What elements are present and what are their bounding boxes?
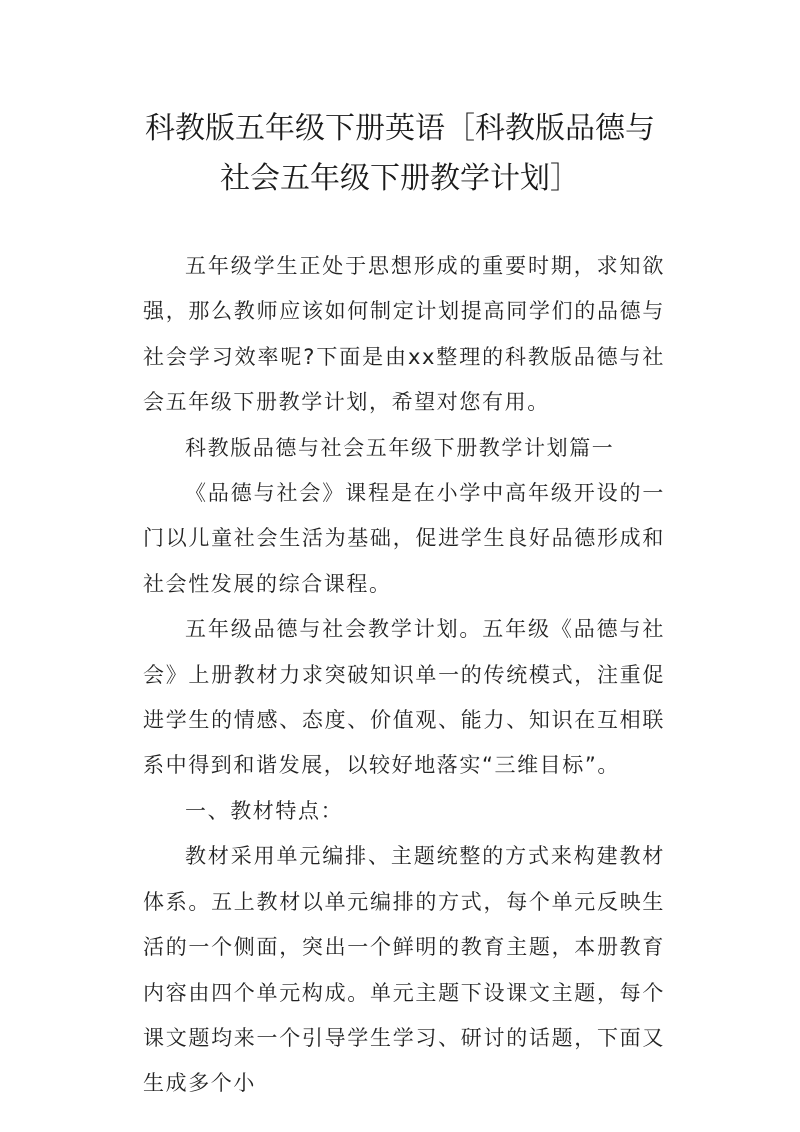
title-line-1: 科教版五年级下册英语［科教版品德与 bbox=[145, 111, 655, 146]
document-title bbox=[120, 104, 680, 204]
paragraph-textbook-structure: 教材采用单元编排、主题统整的方式来构建教材体系。五上教材以单元编排的方式，每个单元反映生活的一个侧面，突出一个鲜明的教育主题，本册教育内容由四个单元构成。单元主题下设课文主题，每个课文题均来一个引导学生学习、研讨的话题，下面又生成多个小 bbox=[143, 844, 665, 1096]
paragraph-intro: 五年级学生正处于思想形成的重要时期，求知欲强，那么教师应该如何制定计划提高同学们的品德与社会学习效率呢?下面是由xx整理的科教版品德与社会五年级下册教学计划，希望对您有用。 bbox=[143, 254, 665, 415]
title-line-2: 社会五年级下册教学计划］ bbox=[220, 161, 580, 196]
paragraph-heading-features: 一、教材特点： bbox=[185, 798, 344, 823]
paragraph-section-heading: 科教版品德与社会五年级下册教学计划篇一 bbox=[185, 435, 615, 460]
paragraph-course-description: 《品德与社会》课程是在小学中高年级开设的一门以儿童社会生活为基础，促进学生良好品德形成和社会性发展的综合课程。 bbox=[143, 481, 665, 596]
paragraph-teaching-plan: 五年级品德与社会教学计划。五年级《品德与社会》上册教材力求突破知识单一的传统模式，注重促进学生的情感、态度、价值观、能力、知识在互相联系中得到和谐发展，以较好地落实“三维目标”。 bbox=[143, 617, 665, 778]
document-body bbox=[143, 244, 665, 1107]
